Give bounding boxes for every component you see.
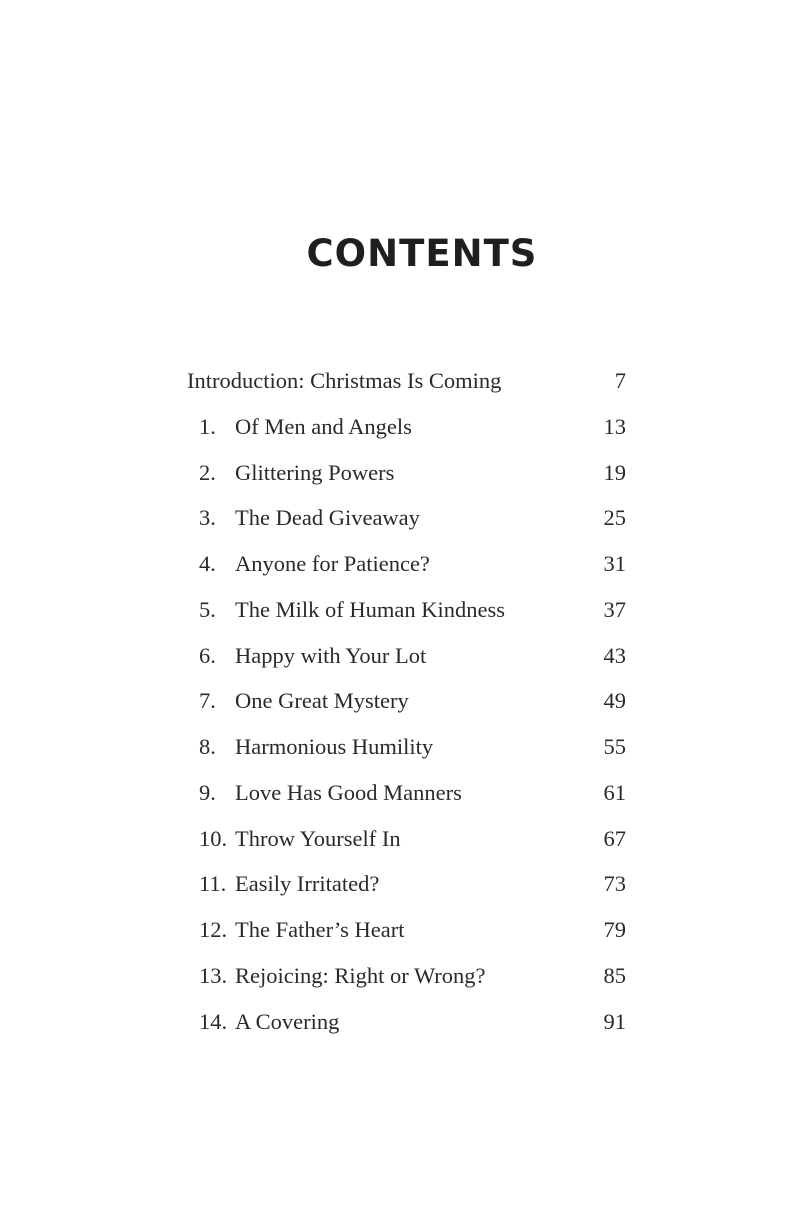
- toc-entry-number: 8.: [199, 734, 216, 759]
- toc-entry-number: 12.: [199, 917, 228, 942]
- toc-entry-page: 25: [603, 505, 626, 531]
- toc-entry-page: 85: [603, 962, 626, 988]
- toc-entry-page: 31: [603, 551, 626, 576]
- toc-entry[interactable]: [0, 591, 800, 637]
- toc-entry-number: 6.: [199, 642, 216, 668]
- toc-entry-number: 9.: [199, 779, 216, 805]
- toc-entry-label: Love Has Good Manners: [235, 779, 462, 805]
- toc-entry-page: 43: [603, 642, 626, 668]
- toc-entry-number: 5.: [199, 596, 216, 622]
- toc-entry-page: 49: [603, 688, 626, 714]
- toc-entry-page: 73: [603, 871, 626, 897]
- toc-entry-label: Rejoicing: Right or Wrong?: [235, 962, 486, 988]
- toc-entry-label: The Milk of Human Kindness: [235, 596, 505, 622]
- toc-entry-page: 13: [603, 413, 626, 439]
- toc-entry[interactable]: [0, 865, 800, 911]
- toc-entry-number: 11.: [199, 871, 227, 897]
- toc-entry[interactable]: [0, 408, 800, 454]
- toc-entry-introduction[interactable]: [0, 362, 800, 408]
- toc-entry-label: The Father’s Heart: [235, 917, 405, 942]
- toc-entry-page: 91: [603, 1008, 626, 1034]
- page-title: CONTENTS: [306, 232, 538, 275]
- table-of-contents: [0, 362, 800, 1048]
- toc-entry-label: Of Men and Angels: [235, 413, 412, 439]
- toc-entry[interactable]: [0, 1003, 800, 1049]
- toc-entry-label: Harmonious Humility: [235, 734, 434, 759]
- toc-entry[interactable]: [0, 637, 800, 683]
- toc-entry-label: The Dead Giveaway: [235, 505, 420, 531]
- toc-entry-number: 7.: [199, 688, 216, 714]
- toc-entry-label: Happy with Your Lot: [235, 642, 427, 668]
- toc-entry[interactable]: [0, 682, 800, 728]
- toc-entry[interactable]: [0, 820, 800, 866]
- toc-entry-number: 3.: [199, 505, 216, 531]
- toc-entry-page: 7: [614, 368, 626, 393]
- toc-entry[interactable]: [0, 957, 800, 1003]
- toc-entry-number: 14.: [199, 1008, 228, 1034]
- toc-entry[interactable]: [0, 911, 800, 957]
- toc-entry-label: A Covering: [235, 1008, 340, 1034]
- toc-entry-page: 55: [603, 734, 626, 759]
- toc-entry-page: 19: [603, 459, 626, 485]
- toc-entry[interactable]: [0, 499, 800, 545]
- toc-entry[interactable]: [0, 545, 800, 591]
- toc-entry-number: 4.: [199, 551, 216, 576]
- toc-entry-number: 10.: [199, 825, 228, 851]
- toc-entry-label: Anyone for Patience?: [235, 551, 430, 576]
- toc-entry-label: Easily Irritated?: [235, 871, 380, 897]
- toc-entry-label: Glittering Powers: [235, 459, 395, 485]
- toc-entry-page: 61: [603, 779, 626, 805]
- toc-entry-label: Introduction: Christmas Is Coming: [187, 368, 502, 393]
- toc-entry-label: Throw Yourself In: [235, 825, 401, 851]
- toc-entry-page: 79: [603, 917, 626, 942]
- toc-entry-page: 37: [603, 596, 626, 622]
- toc-entry-number: 13.: [199, 962, 228, 988]
- toc-entry[interactable]: [0, 728, 800, 774]
- toc-entry-number: 1.: [199, 413, 216, 439]
- toc-entry[interactable]: [0, 774, 800, 820]
- toc-entry-label: One Great Mystery: [235, 688, 409, 714]
- toc-entry[interactable]: [0, 454, 800, 500]
- toc-entry-page: 67: [603, 825, 626, 851]
- toc-entry-number: 2.: [199, 459, 216, 485]
